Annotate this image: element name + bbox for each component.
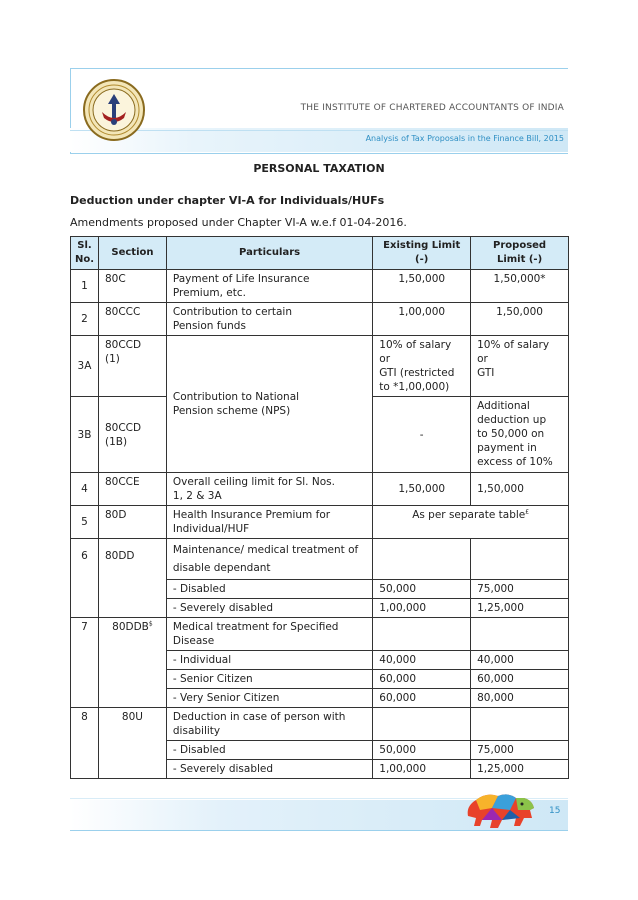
cell-proposed: 1,50,000* (471, 270, 569, 303)
header-section: Section (98, 237, 166, 270)
cell-particulars (166, 506, 372, 539)
existing-line: GTI (restricted (379, 367, 455, 379)
header-sl (71, 237, 99, 270)
cell-existing: 50,000 (373, 580, 471, 599)
table-row (71, 708, 569, 741)
header-subtitle: Analysis of Tax Proposals in the Finance Bill, 2015 (365, 134, 564, 143)
particulars-line: disable dependant (172, 562, 271, 574)
cell-existing: 1,50,000 (373, 473, 471, 506)
particulars-line: Contribution to National (172, 391, 300, 403)
table-row (71, 303, 569, 336)
particulars-line: Pension funds (172, 320, 246, 332)
particulars-line: 1, 2 & 3A (172, 490, 222, 502)
header-institute-name: THE INSTITUTE OF CHARTERED ACCOUNTANTS OF INDIA (300, 103, 564, 113)
cell-existing (373, 708, 471, 741)
cell-proposed: 1,25,000 (471, 760, 569, 779)
particulars-line: Payment of Life Insurance (172, 273, 310, 285)
proposed-line: to 50,000 on (477, 428, 545, 440)
section-heading: Deduction under chapter VI-A for Individuals/HUFs (70, 194, 385, 207)
cell-existing: 1,00,000 (373, 599, 471, 618)
header-sl-line1: Sl. (77, 240, 92, 251)
cell-particulars (166, 270, 372, 303)
separate-table-text: As per separate table (412, 509, 526, 521)
section-code: 80DDB (112, 621, 149, 633)
cell-section: 80CCC (98, 303, 166, 336)
existing-line: 10% of salary or (379, 339, 452, 365)
cell-proposed: 80,000 (471, 689, 569, 708)
cell-sl: 3B (71, 397, 99, 473)
cell-section (98, 618, 166, 708)
cell-particulars (166, 618, 372, 651)
cell-particulars: - Very Senior Citizen (166, 689, 372, 708)
cell-particulars: - Disabled (166, 580, 372, 599)
cell-sl: 1 (71, 270, 99, 303)
cell-existing: 40,000 (373, 651, 471, 670)
table-row (71, 618, 569, 651)
particulars-line: Individual/HUF (172, 523, 250, 535)
cell-sl: 4 (71, 473, 99, 506)
cell-existing: 60,000 (373, 670, 471, 689)
cell-section: 80CCE (98, 473, 166, 506)
page-title: PERSONAL TAXATION (253, 162, 385, 175)
cell-particulars: - Disabled (166, 741, 372, 760)
cell-proposed: 1,50,000 (471, 303, 569, 336)
header-particulars: Particulars (166, 237, 372, 270)
cell-section: 80U (98, 708, 166, 779)
cell-section (98, 336, 166, 397)
particulars-line: Premium, etc. (172, 287, 246, 299)
icai-emblem-icon (82, 78, 146, 142)
particulars-line: Health Insurance Premium for (172, 509, 331, 521)
section-line: (1) (104, 353, 120, 365)
existing-line: to *1,00,000) (379, 381, 450, 393)
particulars-line: Medical treatment for Specified (172, 621, 339, 633)
section-subheading: Amendments proposed under Chapter VI-A w.e.f 01-04-2016. (70, 216, 407, 229)
header-sl-line2: No. (74, 254, 94, 265)
cell-existing: 1,00,000 (373, 303, 471, 336)
cell-section: 80C (98, 270, 166, 303)
dollar-mark: $ (148, 620, 153, 628)
cell-section: 80D (98, 506, 166, 539)
cell-sl: 8 (71, 708, 99, 779)
proposed-line: 10% of salary or (477, 339, 550, 365)
cell-particulars-nps (166, 336, 372, 473)
cell-proposed: 40,000 (471, 651, 569, 670)
cell-sl: 7 (71, 618, 99, 708)
table-row (71, 506, 569, 539)
cell-proposed: 75,000 (471, 741, 569, 760)
section-line: (1B) (104, 435, 128, 448)
cell-particulars: - Individual (166, 651, 372, 670)
cell-sl: 3A (71, 336, 99, 397)
cell-section: 80DD (98, 539, 166, 618)
cell-separate-table (373, 506, 569, 539)
particulars-line: Maintenance/ medical treatment of (172, 544, 359, 556)
pound-mark: £ (525, 508, 530, 516)
cell-proposed (471, 336, 569, 397)
particulars-line: Overall ceiling limit for Sl. Nos. (172, 476, 335, 488)
particulars-line: Disease (172, 635, 215, 647)
cell-proposed (471, 539, 569, 580)
cell-proposed: 75,000 (471, 580, 569, 599)
particulars-line: disability (172, 725, 221, 737)
cell-sl: 6 (71, 539, 99, 618)
particulars-line: Pension scheme (NPS) (172, 405, 291, 417)
cell-existing: 50,000 (373, 741, 471, 760)
cell-sl: 5 (71, 506, 99, 539)
cell-existing: 1,00,000 (373, 760, 471, 779)
header-existing: Existing Limit (-) (373, 237, 471, 270)
cell-sl: 2 (71, 303, 99, 336)
cell-section (98, 397, 166, 473)
proposed-line: deduction up (477, 414, 547, 426)
particulars-line: Contribution to certain (172, 306, 292, 318)
table-row (71, 336, 569, 397)
cell-particulars: - Severely disabled (166, 599, 372, 618)
cell-existing (373, 539, 471, 580)
cell-proposed (471, 397, 569, 473)
cell-particulars (166, 303, 372, 336)
header-proposed: Proposed Limit (-) (471, 237, 569, 270)
cell-proposed (471, 708, 569, 741)
cell-proposed: 60,000 (471, 670, 569, 689)
cell-existing: 60,000 (373, 689, 471, 708)
cell-proposed (471, 618, 569, 651)
cell-existing (373, 618, 471, 651)
cell-particulars: - Severely disabled (166, 760, 372, 779)
cell-existing: - (373, 397, 471, 473)
particulars-line: Deduction in case of person with (172, 711, 346, 723)
table-row (71, 539, 569, 580)
deduction-table (70, 236, 569, 779)
proposed-line: Additional (477, 400, 530, 412)
table-row (71, 473, 569, 506)
section-line: 80CCD (104, 421, 142, 434)
section-line: 80CCD (104, 339, 142, 351)
cell-particulars: - Senior Citizen (166, 670, 372, 689)
proposed-line: payment in (477, 442, 537, 454)
cell-existing (373, 336, 471, 397)
cell-particulars (166, 708, 372, 741)
cell-particulars (166, 539, 372, 580)
proposed-line: GTI (477, 367, 495, 379)
table-header-row (71, 237, 569, 270)
cell-proposed: 1,25,000 (471, 599, 569, 618)
cell-proposed: 1,50,000 (471, 473, 569, 506)
make-in-india-lion-icon (462, 788, 542, 832)
cell-particulars (166, 473, 372, 506)
cell-existing: 1,50,000 (373, 270, 471, 303)
proposed-line: excess of 10% (477, 456, 553, 468)
page-number: 15 (549, 806, 561, 816)
table-row (71, 270, 569, 303)
